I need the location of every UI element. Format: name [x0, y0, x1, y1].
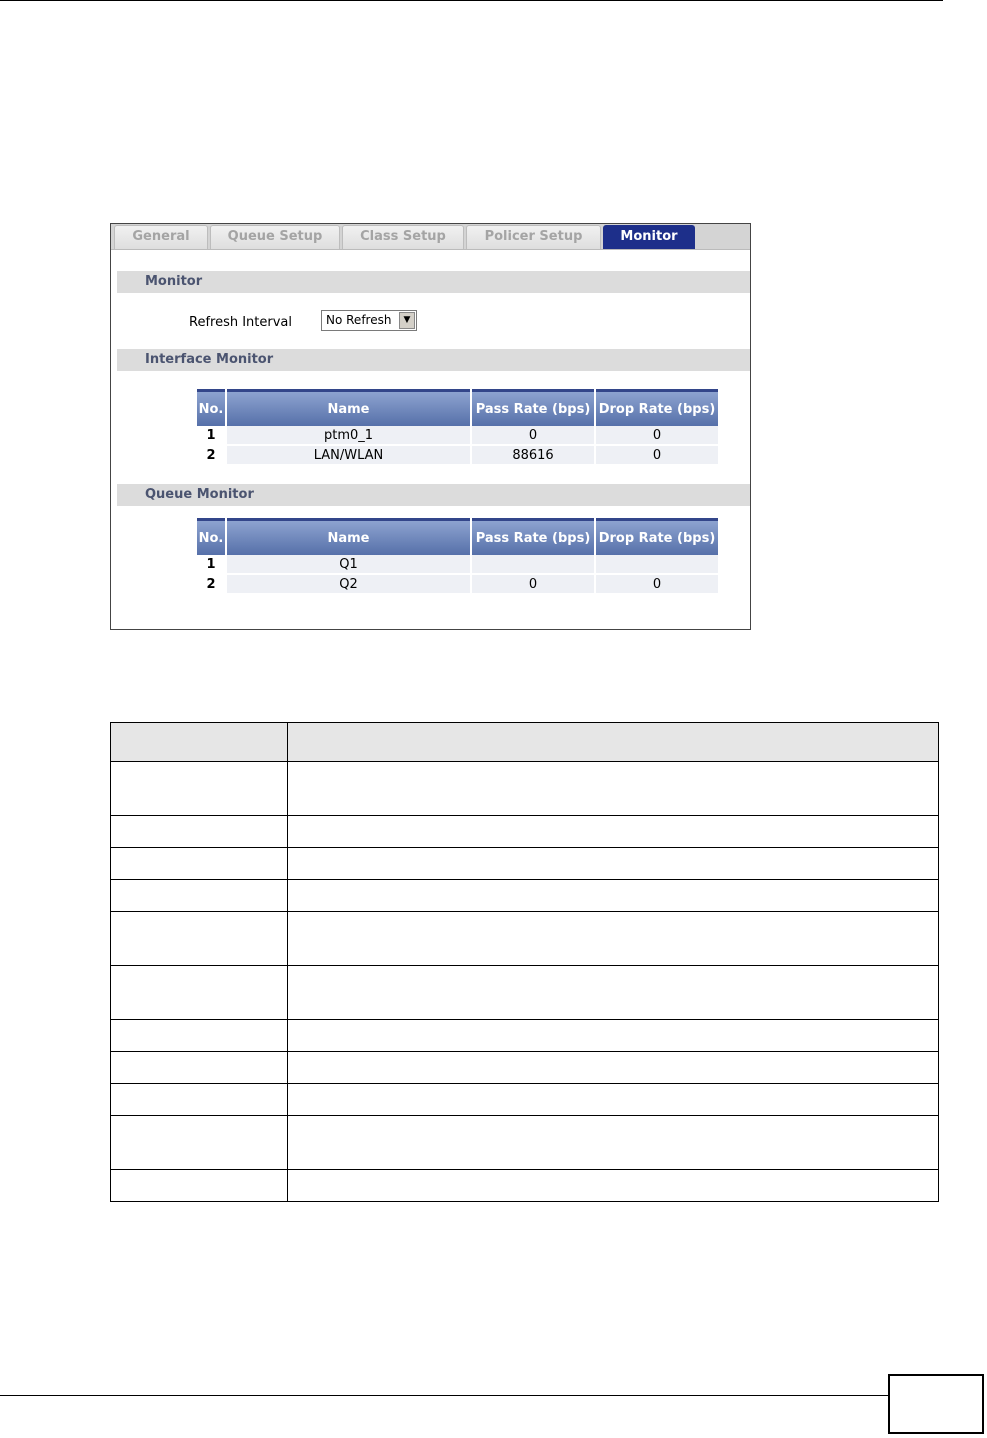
top-rule: [0, 0, 943, 1]
row-no: 2: [197, 575, 225, 595]
tab-monitor[interactable]: Monitor: [603, 225, 695, 249]
row-drop-rate: 0: [596, 446, 718, 466]
table-row: [111, 848, 939, 880]
tab-bar: [111, 224, 750, 250]
qos-monitor-screenshot: [110, 223, 751, 630]
table-row: [111, 816, 939, 848]
col-no: No.: [197, 389, 225, 426]
row-pass-rate: [472, 555, 594, 575]
table-row: [197, 555, 718, 575]
row-drop-rate: 0: [596, 426, 718, 446]
queue-monitor-heading: Queue Monitor: [117, 484, 750, 506]
row-name: Q2: [227, 575, 470, 595]
bottom-rule: [0, 1395, 888, 1396]
tab-policer-setup[interactable]: Policer Setup: [466, 225, 601, 249]
row-drop-rate: 0: [596, 575, 718, 595]
table-row: [111, 912, 939, 966]
tab-queue-setup[interactable]: Queue Setup: [210, 225, 340, 249]
tab-general[interactable]: General: [114, 225, 208, 249]
row-name: LAN/WLAN: [227, 446, 470, 466]
table-header-row: [111, 723, 939, 762]
table-row: [111, 880, 939, 912]
col-name: Name: [227, 518, 470, 555]
tab-class-setup[interactable]: Class Setup: [342, 225, 464, 249]
monitor-section-heading: Monitor: [117, 271, 750, 293]
row-no: 1: [197, 426, 225, 446]
row-pass-rate: 0: [472, 575, 594, 595]
table-row: [197, 426, 718, 446]
table-row: [111, 762, 939, 816]
row-no: 2: [197, 446, 225, 466]
col-no: No.: [197, 518, 225, 555]
field-description-table: [110, 722, 939, 1202]
col-pass-rate: Pass Rate (bps): [472, 389, 594, 426]
col-pass-rate: Pass Rate (bps): [472, 518, 594, 555]
row-name: ptm0_1: [227, 426, 470, 446]
refresh-interval-label: Refresh Interval: [189, 315, 293, 330]
col-drop-rate: Drop Rate (bps): [596, 389, 718, 426]
table-row: [197, 446, 718, 466]
queue-monitor-table: [195, 518, 720, 595]
table-row: [197, 575, 718, 595]
dropdown-arrow-icon[interactable]: ▼: [399, 312, 415, 329]
interface-monitor-table: [195, 389, 720, 466]
col-name: Name: [227, 389, 470, 426]
table-row: [111, 1170, 939, 1202]
col-drop-rate: Drop Rate (bps): [596, 518, 718, 555]
row-pass-rate: 88616: [472, 446, 594, 466]
table-row: [111, 1116, 939, 1170]
row-drop-rate: [596, 555, 718, 575]
table-row: [111, 1020, 939, 1052]
row-name: Q1: [227, 555, 470, 575]
table-row: [111, 966, 939, 1020]
page-number-box: [888, 1374, 984, 1434]
interface-monitor-heading: Interface Monitor: [117, 349, 750, 371]
refresh-interval-value: No Refresh: [326, 313, 392, 327]
table-row: [111, 1084, 939, 1116]
row-pass-rate: 0: [472, 426, 594, 446]
row-no: 1: [197, 555, 225, 575]
table-row: [111, 1052, 939, 1084]
refresh-interval-select[interactable]: [321, 310, 417, 331]
